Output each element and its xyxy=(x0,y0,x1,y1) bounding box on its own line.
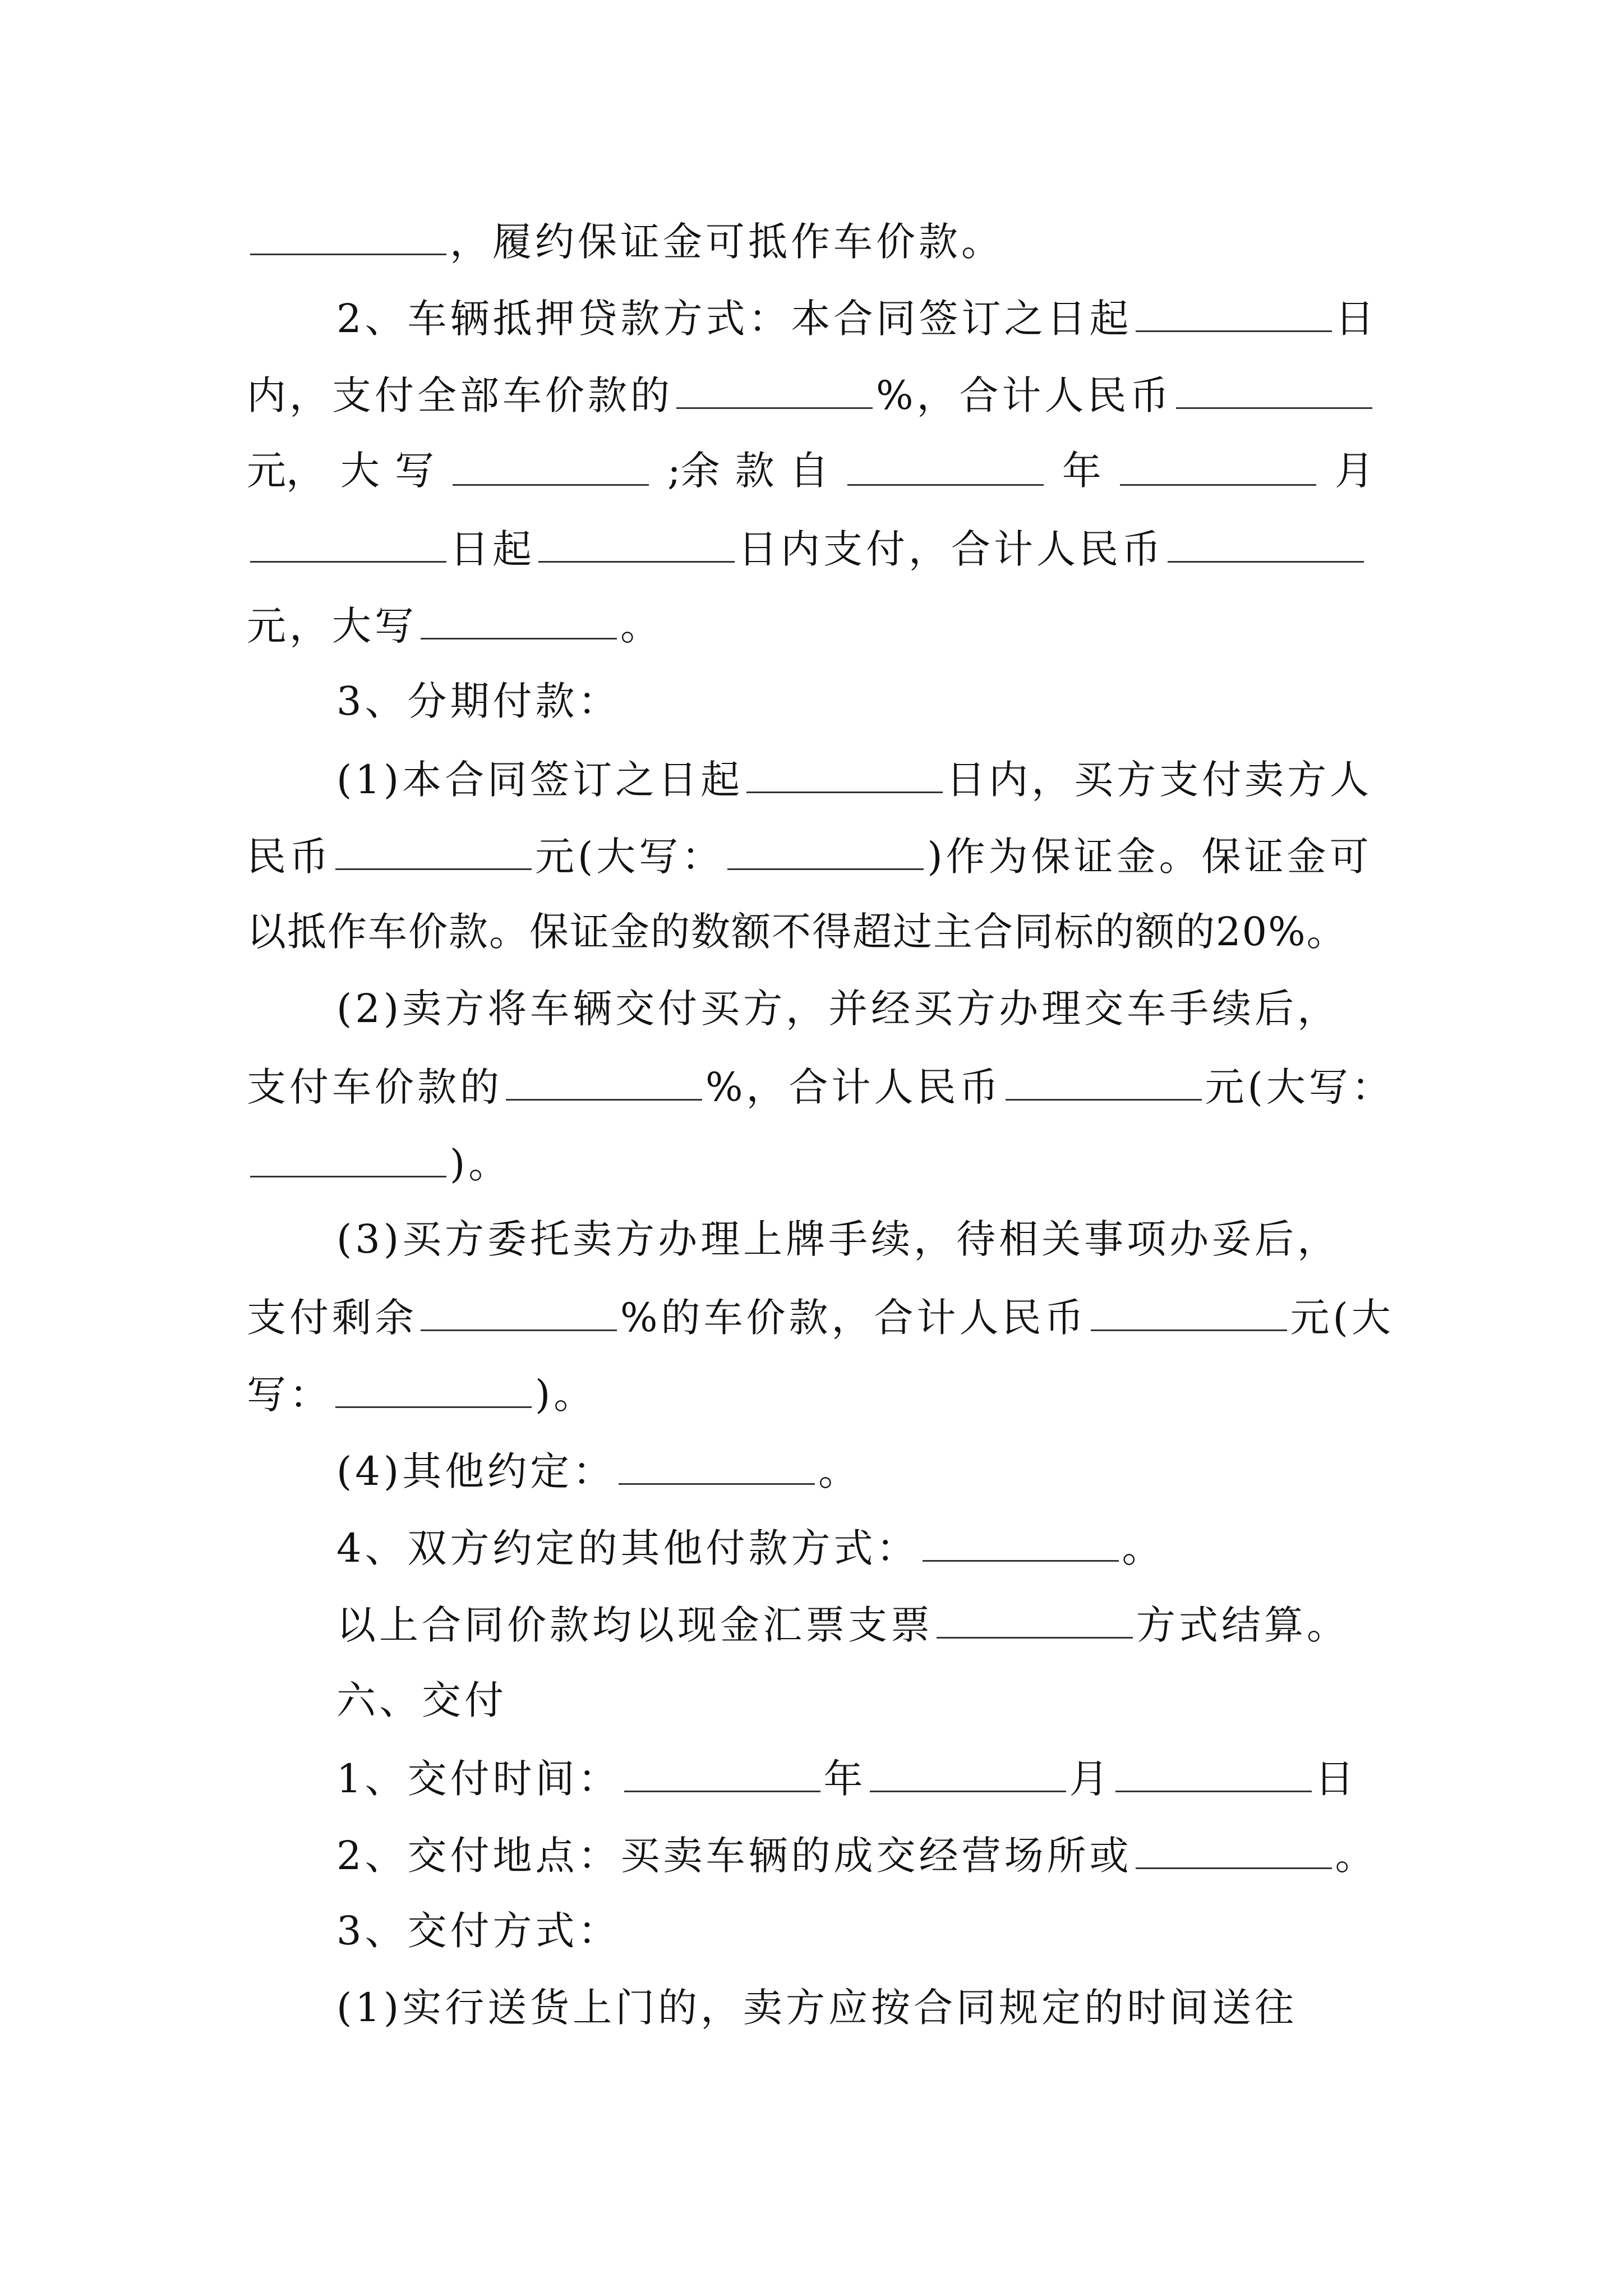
text-line xyxy=(247,828,1391,884)
text-segment: (1)本合同签订之日起 xyxy=(336,757,744,803)
text-segment: 。 xyxy=(818,1448,861,1494)
text-line xyxy=(247,521,1391,576)
blank-field[interactable] xyxy=(1120,444,1316,486)
text-segment: 方式结算。 xyxy=(1136,1602,1349,1648)
text-line xyxy=(336,1750,1481,1806)
text-segment: 大 xyxy=(340,448,380,494)
blank-field[interactable] xyxy=(538,521,735,563)
text-segment: %，合计人民币 xyxy=(706,1064,1002,1110)
section-heading xyxy=(336,1673,1481,1727)
blank-field[interactable] xyxy=(1168,521,1364,563)
text-segment: 3、分期付款： xyxy=(336,678,621,724)
text-segment: %的车价款，合计人民币 xyxy=(620,1295,1087,1341)
text-segment: (3)买方委托卖方办理上牌手续，待相关事项办妥后， xyxy=(336,1216,1340,1262)
text-segment: 年 xyxy=(1062,448,1101,494)
text-segment: 日内，买方支付卖方人 xyxy=(946,757,1373,803)
text-line xyxy=(336,1520,1481,1575)
text-line xyxy=(247,1135,1391,1191)
text-line xyxy=(336,1981,1391,2035)
blank-field[interactable] xyxy=(421,597,617,639)
text-line xyxy=(247,1366,1391,1421)
blank-field[interactable] xyxy=(1091,1289,1287,1331)
text-line xyxy=(247,367,1391,422)
text-segment: (4)其他约定： xyxy=(336,1448,616,1494)
text-segment: 。 xyxy=(1335,1833,1378,1879)
text-segment: 1、交付时间： xyxy=(336,1756,621,1802)
blank-field[interactable] xyxy=(1136,290,1332,332)
text-segment: 元， xyxy=(247,448,325,494)
text-line xyxy=(247,1289,1394,1345)
text-segment: ;余 xyxy=(667,448,720,494)
blank-field[interactable] xyxy=(870,1750,1066,1792)
blank-field[interactable] xyxy=(250,1135,446,1177)
blank-field[interactable] xyxy=(1136,1827,1332,1869)
text-line xyxy=(247,905,1391,959)
text-line xyxy=(336,982,1391,1036)
text-line xyxy=(336,751,1391,807)
text-segment: 写： xyxy=(247,1372,332,1418)
text-segment: 民币 xyxy=(247,834,332,880)
text-segment: )作为保证金。保证金可 xyxy=(927,834,1372,880)
blank-field[interactable] xyxy=(727,828,924,870)
text-segment: 自 xyxy=(789,448,829,494)
text-segment: 以上合同价款均以现金汇票支票 xyxy=(336,1602,933,1648)
text-line xyxy=(336,1596,1481,1652)
text-segment: 月 xyxy=(1069,1756,1112,1802)
text-line xyxy=(247,444,1374,498)
text-segment: 元(大写： xyxy=(1205,1064,1394,1110)
blank-field[interactable] xyxy=(847,444,1044,486)
text-line xyxy=(247,597,1391,653)
blank-field[interactable] xyxy=(250,521,446,563)
text-line xyxy=(336,1443,1481,1498)
text-segment: 年 xyxy=(823,1756,866,1802)
text-segment: 支付车价款的 xyxy=(247,1064,502,1110)
text-segment: 元(大写： xyxy=(535,834,725,880)
blank-field[interactable] xyxy=(1115,1750,1312,1792)
blank-field[interactable] xyxy=(453,444,649,486)
text-segment: (2)卖方将车辆交付买方，并经买方办理交车手续后， xyxy=(336,986,1340,1032)
blank-field[interactable] xyxy=(1006,1059,1202,1101)
text-segment: 3、交付方式： xyxy=(336,1908,621,1954)
text-segment: (1)实行送货上门的，卖方应按合同规定的时间送往 xyxy=(336,1985,1298,2031)
text-segment: 写 xyxy=(395,448,435,494)
text-line xyxy=(336,290,1391,346)
blank-field[interactable] xyxy=(506,1059,702,1101)
text-segment: )。 xyxy=(535,1372,597,1418)
text-line xyxy=(336,1212,1391,1266)
text-segment: 六、交付 xyxy=(336,1677,507,1723)
blank-field[interactable] xyxy=(335,1366,532,1408)
text-segment: %，合计人民币 xyxy=(876,372,1173,418)
text-segment: 款 xyxy=(735,448,774,494)
blank-field[interactable] xyxy=(250,213,446,255)
text-segment: 日内支付，合计人民币 xyxy=(738,526,1164,572)
blank-field[interactable] xyxy=(1176,367,1372,409)
text-segment: 月 xyxy=(1334,448,1374,494)
blank-field[interactable] xyxy=(619,1443,815,1485)
text-segment: 支付剩余 xyxy=(247,1295,417,1341)
text-segment: 2、交付地点：买卖车辆的成交经营场所或 xyxy=(336,1833,1132,1879)
text-line xyxy=(247,213,1391,269)
text-segment: )。 xyxy=(450,1141,511,1187)
text-segment: 元(大 xyxy=(1290,1295,1394,1341)
blank-field[interactable] xyxy=(335,828,532,870)
text-line xyxy=(247,1059,1394,1114)
text-segment: 以抵作车价款。保证金的数额不得超过主合同标的额的20%。 xyxy=(247,909,1347,955)
text-segment: ，履约保证金可抵作车价款。 xyxy=(450,219,1004,265)
blank-field[interactable] xyxy=(746,751,943,793)
text-segment: 内，支付全部车价款的 xyxy=(247,372,673,418)
text-segment: 。 xyxy=(620,603,663,649)
text-line xyxy=(336,1827,1391,1883)
text-segment: 4、双方约定的其他付款方式： xyxy=(336,1525,919,1571)
text-segment: 日 xyxy=(1335,296,1378,342)
text-segment: 2、车辆抵押贷款方式：本合同签订之日起 xyxy=(336,296,1132,342)
section-heading xyxy=(336,674,1481,728)
blank-field[interactable] xyxy=(624,1750,820,1792)
blank-field[interactable] xyxy=(421,1289,617,1331)
blank-field[interactable] xyxy=(923,1520,1119,1562)
blank-field[interactable] xyxy=(937,1596,1133,1639)
text-segment: 日 xyxy=(1315,1756,1358,1802)
text-segment: 日起 xyxy=(450,526,535,572)
blank-field[interactable] xyxy=(676,367,873,409)
section-heading xyxy=(336,1904,1481,1958)
text-segment: 。 xyxy=(1122,1525,1165,1571)
text-segment: 元，大写 xyxy=(247,603,417,649)
